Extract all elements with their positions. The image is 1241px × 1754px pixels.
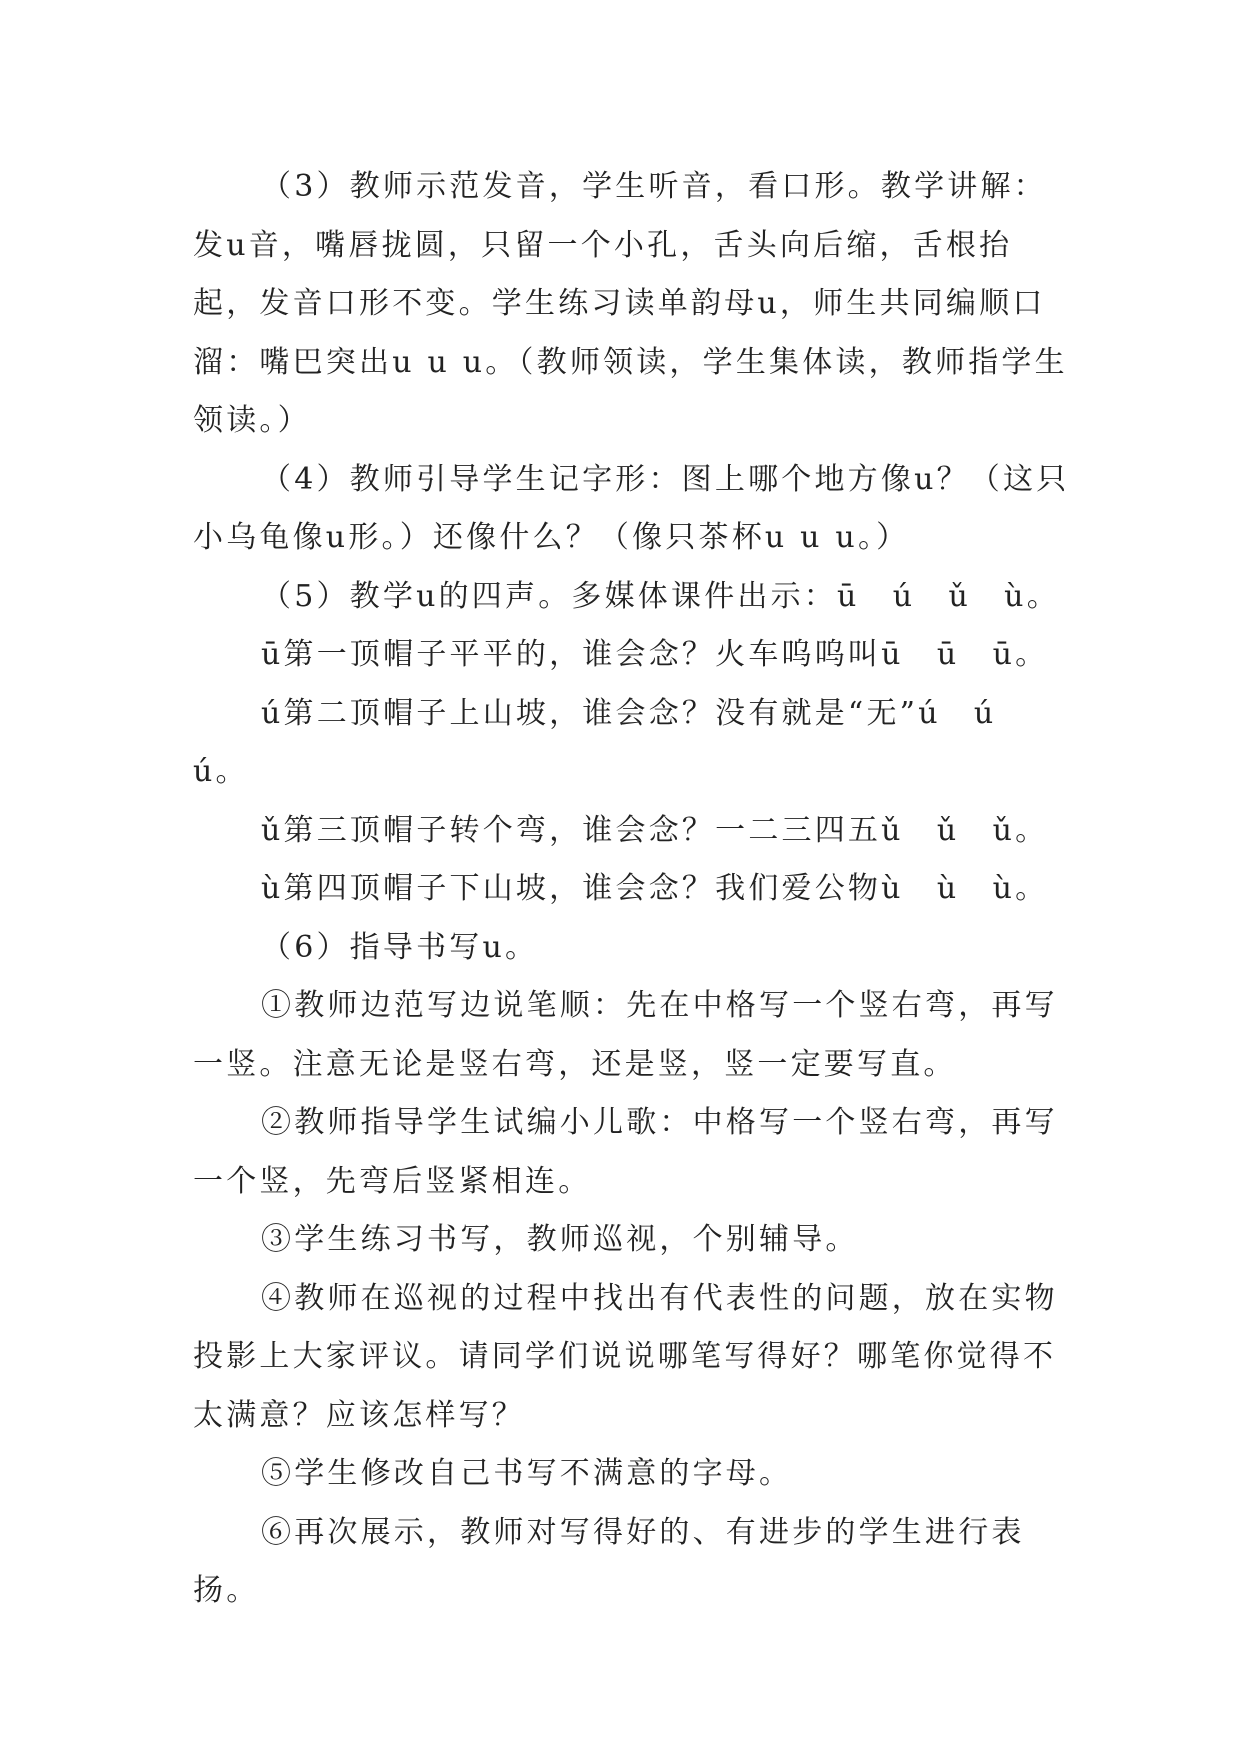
- paragraph-tone-2: ú第二顶帽子上山坡，谁会念？没有就是“无”ú ú ú。: [193, 695, 1030, 789]
- paragraph-step-5: （5）教学u的四声。多媒体课件出示：ū ú ǔ ù。: [261, 578, 1060, 614]
- document-body: [193, 158, 1073, 1621]
- paragraph-writing-6: ⑥再次展示，教师对写得好的、有进步的学生进行表扬。: [193, 1514, 1025, 1608]
- paragraph-writing-2: ②教师指导学生试编小儿歌：中格写一个竖右弯，再写一个竖，先弯后竖紧相连。: [193, 1105, 1058, 1199]
- paragraph-writing-4: ④教师在巡视的过程中找出有代表性的问题，放在实物投影上大家评议。请同学们说说哪笔写得好？哪笔你觉得不太满意？应该怎样写？: [193, 1280, 1058, 1433]
- paragraph-writing-5: ⑤学生修改自己书写不满意的字母。: [261, 1456, 793, 1491]
- paragraph-tone-1: ū第一顶帽子平平的，谁会念？火车呜呜叫ū ū ū。: [261, 637, 1049, 672]
- paragraph-writing-3: ③学生练习书写，教师巡视，个别辅导。: [261, 1222, 859, 1257]
- paragraph-step-3: （3）教师示范发音，学生听音，看口形。教学讲解：发u音，嘴唇拢圆，只留一个小孔，舌头向后缩，舌根抬起，发音口形不变。学生练习读单韵母u，师生共同编顺口溜：嘴巴突出u u u。（教师领读，学生集体读，教师指学生领读。）: [193, 169, 1068, 438]
- paragraph-step-6: （6）指导书写u。: [261, 929, 539, 965]
- paragraph-step-4: （4）教师引导学生记字形：图上哪个地方像u？（这只小乌龟像u形。）还像什么？（像只茶杯u u u。）: [193, 461, 1070, 555]
- paragraph-tone-3: ǔ第三顶帽子转个弯，谁会念？一二三四五ǔ ǔ ǔ。: [261, 812, 1049, 848]
- paragraph-writing-1: ①教师边范写边说笔顺：先在中格写一个竖右弯，再写一竖。注意无论是竖右弯，还是竖，竖一定要写直。: [193, 988, 1058, 1082]
- paragraph-tone-4: ù第四顶帽子下山坡，谁会念？我们爱公物ù ù ù。: [261, 871, 1049, 906]
